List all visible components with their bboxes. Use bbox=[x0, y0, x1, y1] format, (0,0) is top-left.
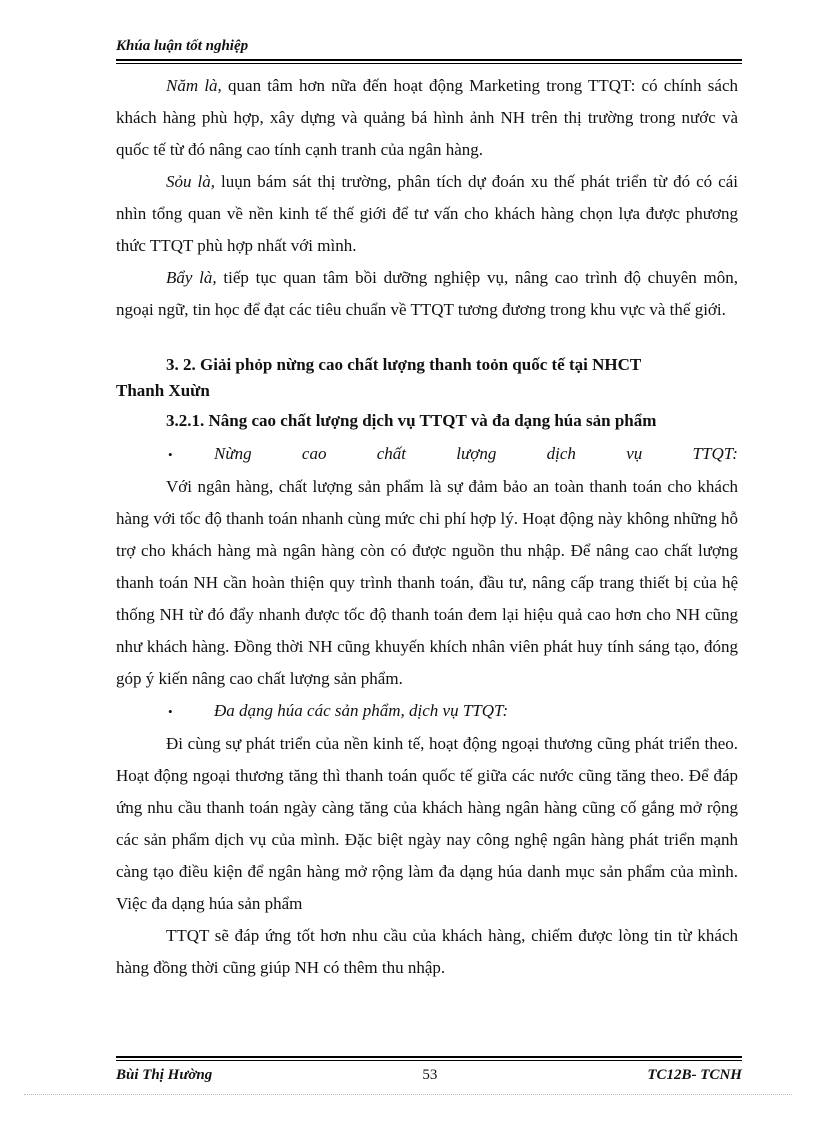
footer-row bbox=[116, 1067, 742, 1084]
page-number: 53 bbox=[422, 1067, 438, 1083]
bullet-icon: • bbox=[168, 704, 173, 719]
page-bottom-divider bbox=[24, 1094, 792, 1095]
bullet-word: Nừng bbox=[214, 444, 252, 463]
bullet-icon: • bbox=[168, 447, 173, 462]
subsection-heading: 3.2.1. Nâng cao chất lượng dịch vụ TTQT và đa dạng húa sản phẩm bbox=[166, 411, 657, 430]
footer-rule bbox=[116, 1056, 742, 1061]
footer-author: Bùi Thị Hường bbox=[116, 1067, 213, 1083]
paragraph-nam-la bbox=[116, 70, 738, 166]
header-title: Khúa luận tốt nghiệp bbox=[116, 38, 249, 54]
document-body bbox=[116, 70, 738, 984]
paragraph-quality: Với ngân hàng, chất lượng sản phẩm là sự đảm bảo an toàn thanh toán cho khách hàng với tốc độ thanh toán nhanh cùng mức chi phí hợp lý. Hoạt động này không những hỗ trợ cho khách hàng mà ngân hàng còn có được nguồn thu nhập. Để nâng cao chất lượng thanh toán NH cần hoàn thiện quy trình thanh toán, đầu tư, nâng cấp trang thiết bị của hệ thống NH từ đó đẩy nhanh được tốc độ thanh toán đem lại hiệu quả cao hơn cho NH cũng như khách hàng. Đồng thời NH cũng khuyến khích nhân viên phát huy tính sáng tạo, đóng góp ý kiến nâng cao chất lượng sản phẩm. bbox=[116, 477, 738, 688]
paragraph-text: luụn bám sát thị trường, phân tích dự đoán xu thế phát triển từ đó có cái nhìn tổng quan về nền kinh tế thế giới để tư vấn cho khách hàng chọn lựa được phương thức TTQT phù hợp nhất với mình. bbox=[116, 172, 738, 255]
bullet-word: chất bbox=[376, 444, 407, 463]
paragraph-lead: Sỏu là, bbox=[166, 172, 216, 191]
paragraph-lead: Năm là, bbox=[166, 76, 222, 95]
page-footer bbox=[116, 1056, 742, 1084]
footer-class-code: TC12B- TCNH bbox=[647, 1067, 742, 1083]
paragraph-lead: Bẩy là, bbox=[166, 268, 217, 287]
paragraph-diversify: Đi cùng sự phát triển của nền kinh tế, hoạt động ngoại thương cũng phát triển theo. Hoạt động ngoại thương tăng thì thanh toán quốc tế giữa các nước cũng tăng theo. Để đáp ứng nhu cầu thanh toán ngày càng tăng của khách hàng ngân hàng cũng cố gắng mở rộng các sản phẩm dịch vụ của mình. Đặc biệt ngày nay công nghệ ngân hàng phát triển mạnh càng tạo điều kiện để ngân hàng mở rộng làm đa dạng húa danh mục sản phẩm của mình. Việc đa dạng húa sản phẩm bbox=[116, 734, 738, 913]
section-heading-line1: 3. 2. Giải phỏp nừng cao chất lượng thanh toỏn quốc tế tại NHCT bbox=[166, 355, 642, 374]
bullet-item-diversify bbox=[116, 695, 738, 728]
bullet-word: TTQT: bbox=[692, 444, 738, 463]
bullet-item-quality bbox=[116, 438, 738, 471]
bullet-text bbox=[214, 438, 738, 470]
section-heading bbox=[116, 352, 738, 404]
bullet-word: dịch bbox=[546, 444, 576, 463]
paragraph-sau-la bbox=[116, 166, 738, 262]
header-rule bbox=[116, 59, 742, 64]
paragraph-text: tiếp tục quan tâm bồi dưỡng nghiệp vụ, nâng cao trình độ chuyên môn, ngoại ngữ, tin học để đạt các tiêu chuẩn về TTQT tương đương trong khu vực và thế giới. bbox=[116, 268, 738, 319]
bullet-word: lượng bbox=[456, 444, 497, 463]
section-heading-line2: Thanh Xuừn bbox=[116, 381, 210, 400]
paragraph-bay-la bbox=[116, 262, 738, 326]
bullet-word: cao bbox=[301, 444, 327, 463]
paragraph-text: quan tâm hơn nữa đến hoạt động Marketing trong TTQT: có chính sách khách hàng phù hợp, xây dựng và quảng bá hình ảnh NH trên thị trường trong nước và quốc tế từ đó nâng cao tính cạnh tranh của ngân hàng. bbox=[116, 76, 738, 159]
paragraph-last: TTQT sẽ đáp ứng tốt hơn nhu cầu của khách hàng, chiếm được lòng tin từ khách hàng đồng thời cũng giúp NH có thêm thu nhập. bbox=[116, 926, 738, 977]
page-header bbox=[116, 38, 742, 64]
bullet-word: vụ bbox=[626, 444, 643, 463]
bullet-text: Đa dạng húa các sản phẩm, dịch vụ TTQT: bbox=[214, 701, 509, 720]
